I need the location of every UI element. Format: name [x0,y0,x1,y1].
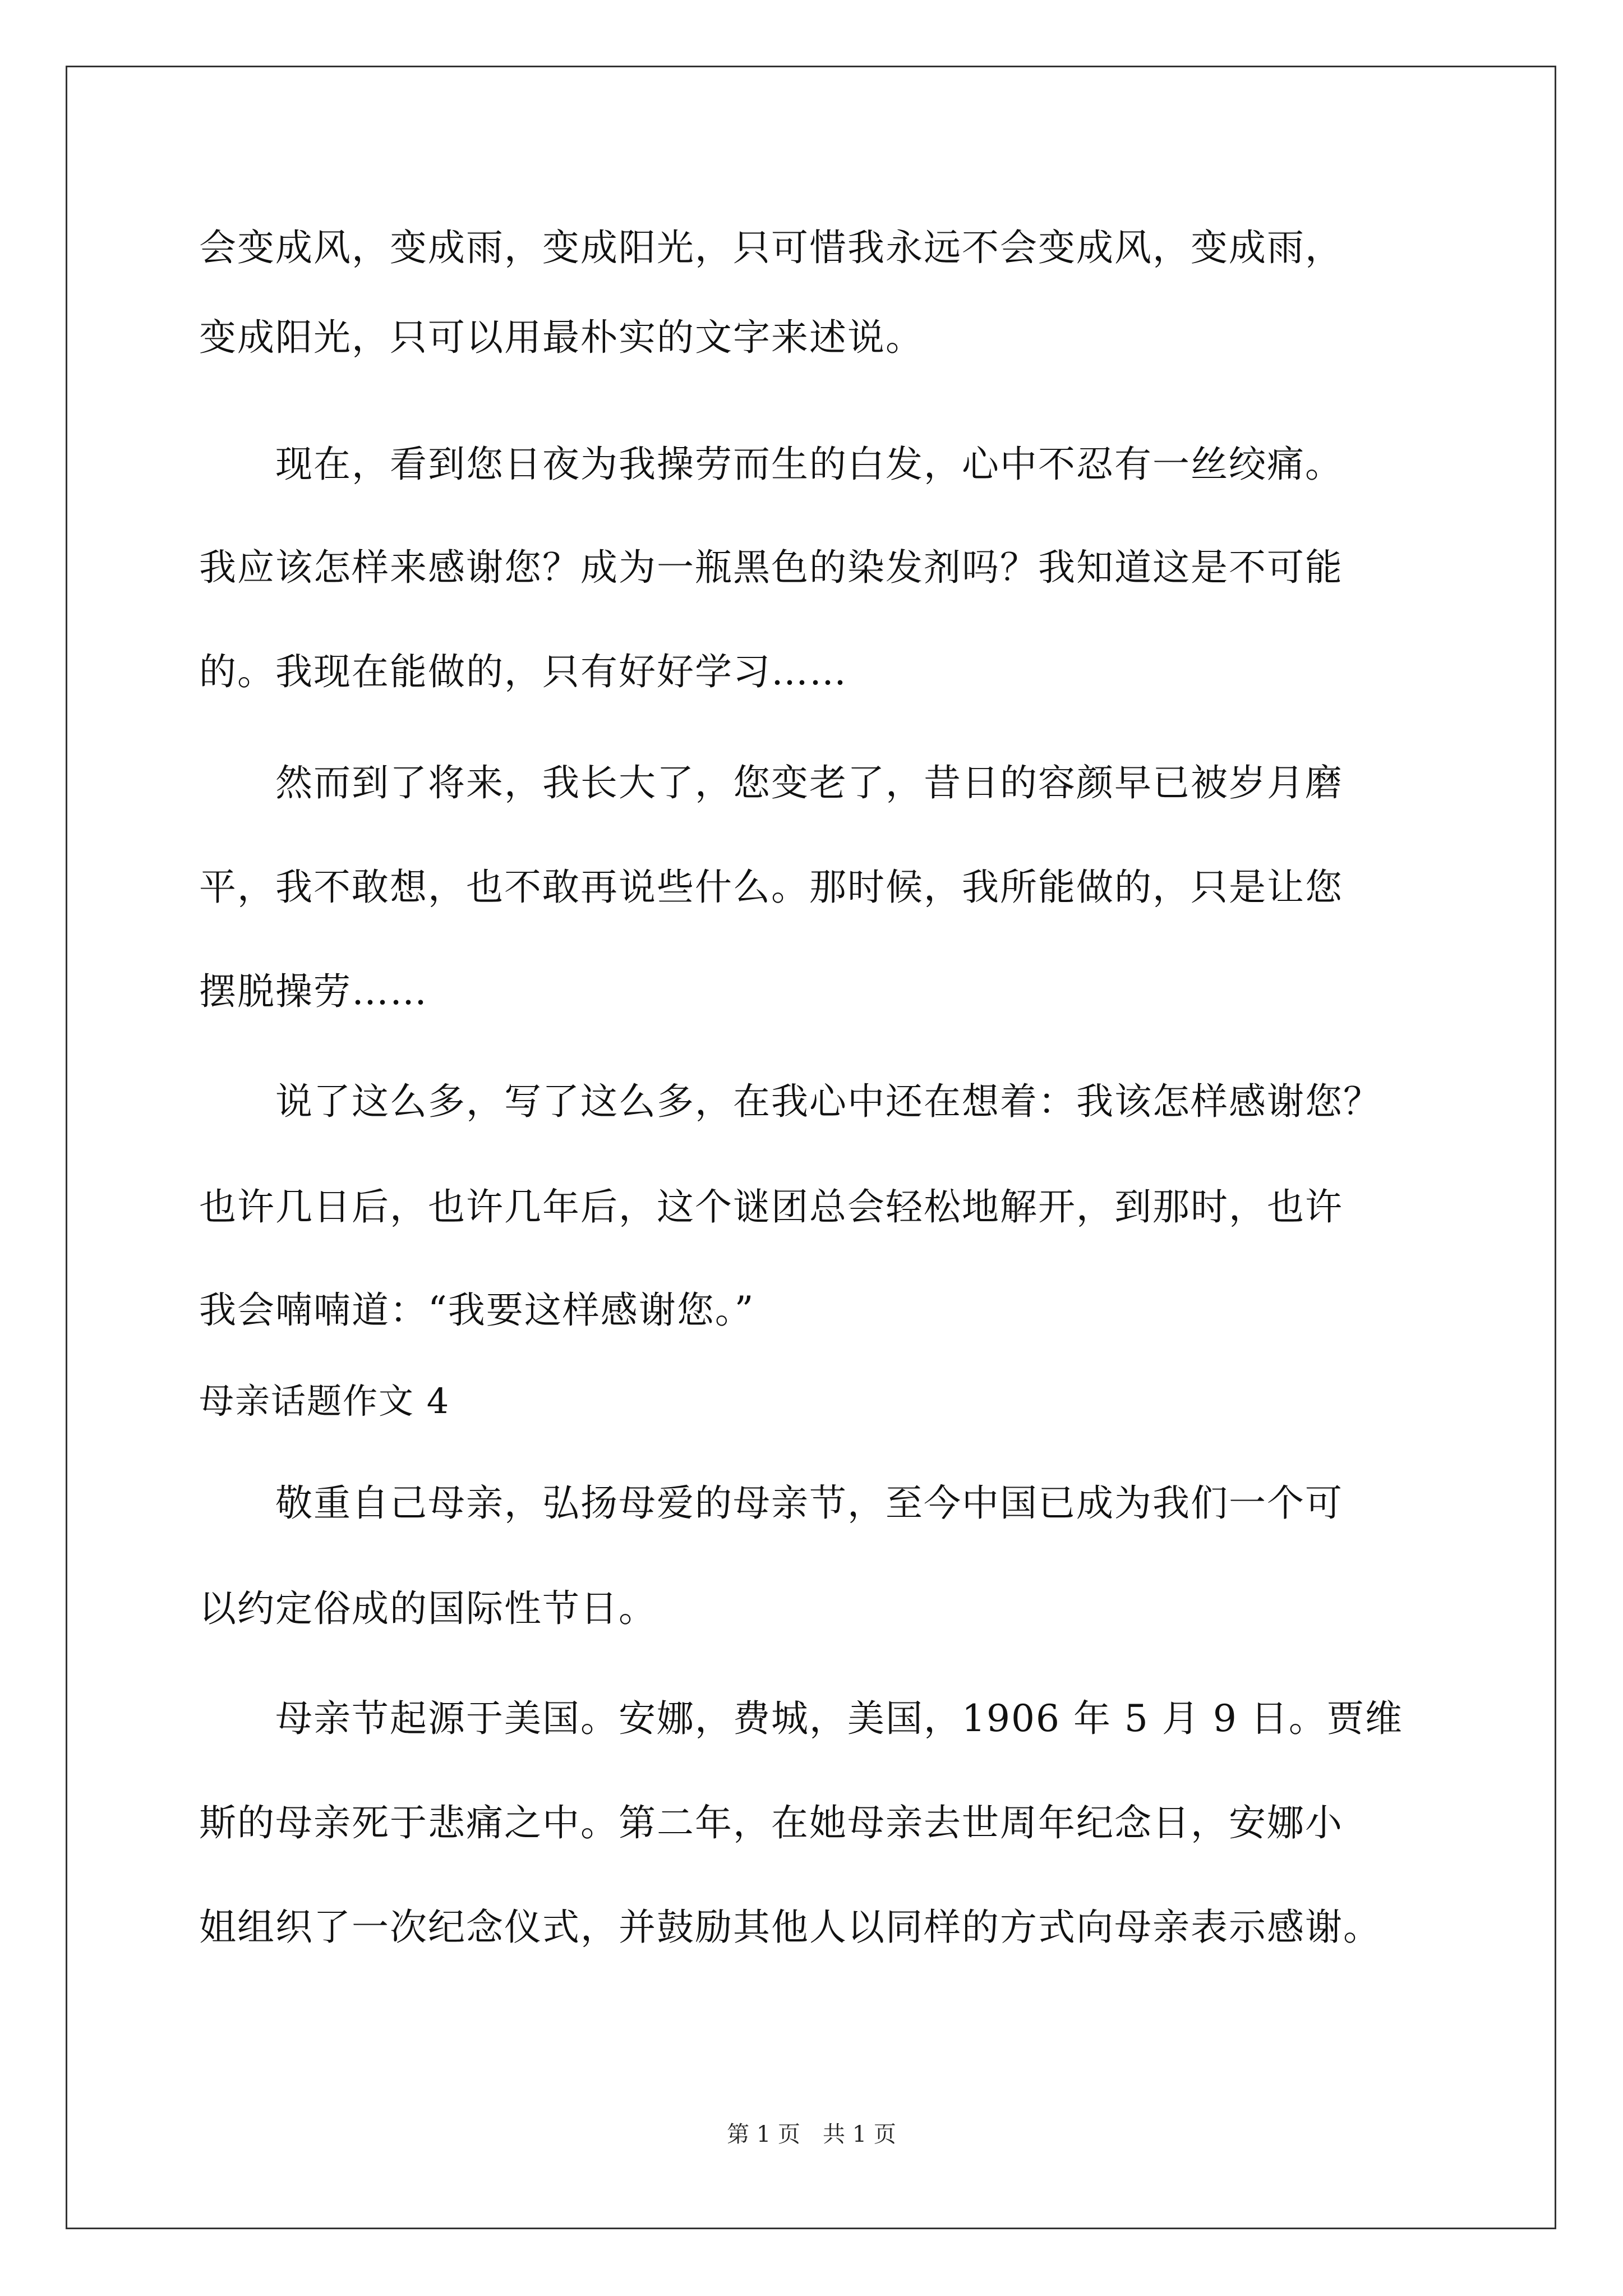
paragraph-first-line: 说了这么多，写了这么多，在我心中还在想着：我该怎样感谢您？ [199,1080,1381,1123]
text-line: 摆脱操劳…… [199,970,428,1013]
text-line: 会变成风，变成雨，变成阳光，只可惜我永远不会变成风，变成雨， [199,226,1343,269]
section-heading: 母亲话题作文 4 [199,1381,450,1421]
text-line: 平，我不敢想，也不敢再说些什么。那时候，我所能做的，只是让您 [199,866,1343,909]
text-line: 斯的母亲死于悲痛之中。第二年，在她母亲去世周年纪念日，安娜小 [199,1801,1343,1844]
page-number-footer: 第 1 页 共 1 页 [727,2122,896,2147]
text-line: 我会喃喃道：“我要这样感谢您。” [199,1289,755,1332]
text-line: 的。我现在能做的，只有好好学习…… [199,650,847,693]
text-line: 也许几日后，也许几年后，这个谜团总会轻松地解开，到那时，也许 [199,1185,1343,1228]
paragraph-first-line: 然而到了将来，我长大了，您变老了，昔日的容颜早已被岁月磨 [199,761,1343,804]
text-line: 以约定俗成的国际性节日。 [199,1587,657,1630]
text-line: 我应该怎样来感谢您？成为一瓶黑色的染发剂吗？我知道这是不可能 [199,546,1343,589]
text-line: 变成阳光，只可以用最朴实的文字来述说。 [199,316,924,359]
paragraph-first-line: 母亲节起源于美国。安娜，费城，美国，1906 年 5 月 9 日。贾维 [199,1697,1403,1740]
paragraph-first-line: 现在，看到您日夜为我操劳而生的白发，心中不忍有一丝绞痛。 [199,443,1343,486]
text-line: 姐组织了一次纪念仪式，并鼓励其他人以同样的方式向母亲表示感谢。 [199,1906,1381,1949]
paragraph-first-line: 敬重自己母亲，弘扬母爱的母亲节，至今中国已成为我们一个可 [199,1481,1343,1525]
